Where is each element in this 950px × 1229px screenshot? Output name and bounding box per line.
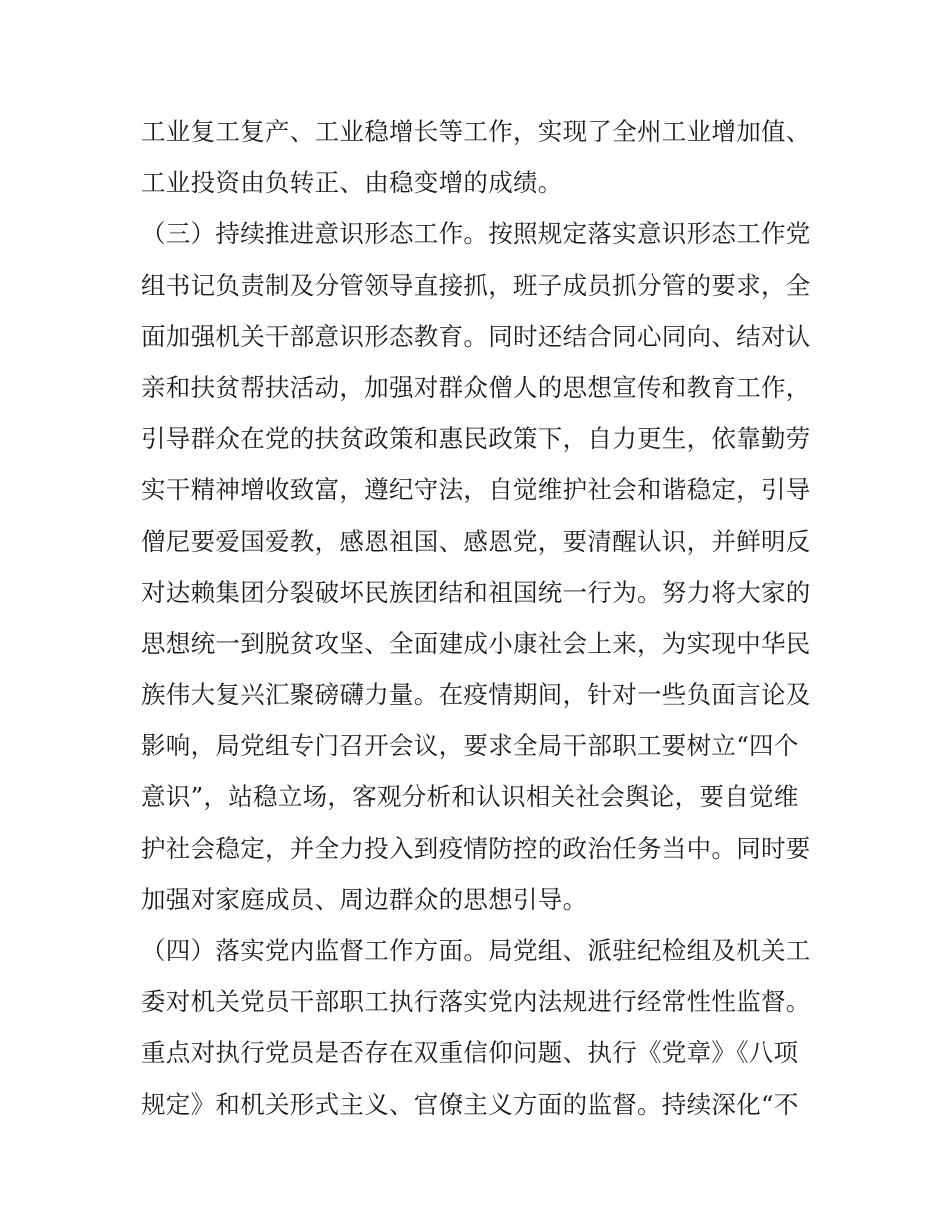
text-line: 面加强机关干部意识形态教育。同时还结合同心同向、结对认 [141, 321, 811, 351]
text-line: 对达赖集团分裂破坏民族团结和祖国统一行为。努力将大家的 [141, 577, 811, 607]
text-line: 加强对家庭成员、周边群众的思想引导。 [141, 884, 588, 914]
text-line: 委对机关党员干部职工执行落实党内法规进行经常性性监督。 [141, 987, 811, 1017]
text-line: 实干精神增收致富，遵纪守法，自觉维护社会和谐稳定，引导 [141, 475, 811, 505]
text-line: 亲和扶贫帮扶活动，加强对群众僧人的思想宣传和教育工作， [141, 372, 811, 402]
text-line: 重点对执行党员是否存在双重信仰问题、执行《党章》《八项 [141, 1038, 799, 1068]
text-line: 思想统一到脱贫攻坚、全面建成小康社会上来，为实现中华民 [141, 628, 811, 658]
body-text [141, 106, 816, 1130]
text-line: 工业投资由负转正、由稳变增的成绩。 [141, 168, 563, 198]
text-line: 规定》和机关形式主义、官僚主义方面的监督。持续深化“不 [141, 1089, 799, 1119]
text-line: 护社会稳定，并全力投入到疫情防控的政治任务当中。同时要 [141, 833, 811, 863]
text-line: 僧尼要爱国爱教，感恩祖国、感恩党，要清醒认识，并鲜明反 [141, 526, 811, 556]
section-heading-line: （四）落实党内监督工作方面。局党组、派驻纪检组及机关工 [141, 936, 811, 965]
section-heading-line: （三）持续推进意识形态工作。按照规定落实意识形态工作党 [141, 219, 811, 249]
text-line: 工业复工复产、工业稳增长等工作，实现了全州工业增加值、 [141, 117, 811, 146]
text-line: 意识”，站稳立场，客观分析和认识相关社会舆论，要自觉维 [141, 782, 799, 812]
text-line: 影响，局党组专门召开会议，要求全局干部职工要树立“四个 [141, 731, 799, 761]
text-line: 引导群众在党的扶贫政策和惠民政策下，自力更生，依靠勤劳 [141, 424, 811, 454]
text-line: 族伟大复兴汇聚磅礴力量。在疫情期间，针对一些负面言论及 [141, 680, 811, 710]
text-line: 组书记负责制及分管领导直接抓，班子成员抓分管的要求，全 [141, 270, 811, 300]
